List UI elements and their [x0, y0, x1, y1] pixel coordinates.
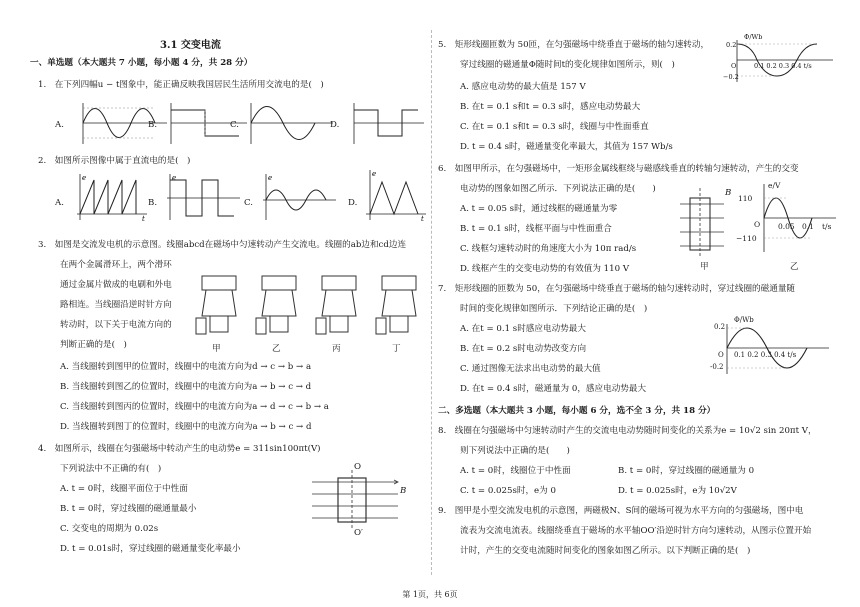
q1-option-c: C. — [230, 120, 240, 130]
q6-option-a: A. t = 0.05 s时，通过线框的磁通量为零 — [460, 204, 618, 214]
q5-graph-ticks: 0.1 0.2 0.3 0.4 t/s — [754, 62, 812, 70]
q4-stem-line2: 下列说法中不正确的有( ) — [60, 464, 162, 474]
q4-option-a: A. t = 0时，线圈平面位于中性面 — [60, 484, 188, 494]
q4-option-d: D. t = 0.01s时，穿过线圈的磁通量变化率最小 — [60, 544, 241, 554]
q3-stem-line5: 转动时，以下关于电流方向的 — [60, 320, 172, 330]
q6-option-b: B. t = 0.1 s时，线框平面与中性面重合 — [460, 224, 612, 234]
q3-generator-figures — [192, 256, 432, 356]
q6-graph-t2: 0.1 — [802, 222, 814, 231]
q3-label-jia: 甲 — [212, 344, 221, 354]
q4-label-o: O — [354, 462, 362, 472]
q7-graph-ymax: 0.2 — [714, 323, 726, 331]
page-title: 3.1 交变电流 — [160, 40, 221, 51]
q3-stem-line4: 路相连。当线圈沿逆时针方向 — [60, 300, 172, 310]
q6-graph-t1: 0.05 — [778, 222, 795, 231]
q9-stem-line2: 流表为交流电流表。线圈绕垂直于磁场的水平轴OO′沿逆时针方向匀速转动，从图示位置开始 — [460, 526, 812, 536]
q8-option-d: D. t = 0.025s时，e为 10√2V — [618, 486, 737, 496]
q6-emf-graph — [758, 182, 838, 254]
q5-graph-ymin: −0.2 — [723, 73, 739, 81]
q8-stem-line2: 则下列说法中正确的是( ) — [460, 446, 570, 456]
q2-graph-c — [258, 172, 338, 222]
q6-stem-line2: 电动势的图象如图乙所示．下列说法正确的是( ) — [460, 184, 656, 194]
q3-label-ding: 丁 — [392, 344, 401, 354]
q5-flux-graph — [723, 34, 838, 86]
q7-stem-line2: 时间的变化规律如图所示．下列结论正确的是( ) — [460, 304, 648, 314]
q6-graph-origin: O — [754, 220, 761, 229]
q7-option-a: A. 在t = 0.1 s时感应电动势最大 — [460, 324, 586, 334]
q5-graph-ylabel: Φ/Wb — [744, 33, 763, 41]
q2-graph-b — [162, 172, 242, 222]
q2-option-a: A. — [55, 198, 64, 208]
q6-graph-ymin: −110 — [736, 234, 757, 243]
q6-label-yi: 乙 — [790, 262, 799, 272]
q5-option-a: A. 感应电动势的最大值是 157 V — [460, 82, 586, 92]
svg-text:e: e — [172, 174, 177, 182]
q5-stem: 5. 矩形线圈匝数为 50匝，在匀强磁场中绕垂直于磁场的轴匀速转动， — [438, 40, 710, 50]
q5-graph-ymax: 0.2 — [726, 41, 737, 49]
q3-option-d: D. 当线圈转到图丁的位置时，线圈中的电流方向为a → b → c → d — [60, 422, 312, 432]
q6-label-jia: 甲 — [700, 262, 709, 272]
section-single-choice: 一、单选题（本大题共 7 小题，每小题 4 分，共 28 分） — [30, 58, 253, 68]
q7-stem: 7. 矩形线圈的匝数为 50，在匀强磁场中绕垂直于磁场的轴匀速转动时，穿过线圈的磁通量随 — [438, 284, 796, 294]
q1-option-d: D. — [330, 120, 340, 130]
q7-graph-ticks: 0.1 0.2 0.3 0.4 t/s — [734, 351, 797, 359]
q6-frame-figure — [678, 188, 726, 258]
q3-label-yi: 乙 — [272, 344, 281, 354]
q1-option-b: B. — [148, 120, 158, 130]
q3-stem-line1: 3. 如图是交流发电机的示意图。线圈abcd在磁场中匀速转动产生交流电。线圈的ab边和cd边连 — [38, 240, 407, 250]
q4-option-b: B. t = 0时，穿过线圈的磁通量最小 — [60, 504, 197, 514]
q7-flux-graph — [713, 318, 833, 376]
q2-option-d: D. — [348, 198, 358, 208]
q9-stem-line3: 计时，产生的交变电流随时间变化的图象如图乙所示。以下判断正确的是( ) — [460, 546, 751, 556]
svg-text:t: t — [421, 215, 424, 222]
q5-graph-origin: O — [731, 62, 737, 70]
q4-stem: 4. 如图所示，线圈在匀强磁场中转动产生的电动势e = 311sin100πt(V) — [38, 444, 321, 454]
q6-option-c: C. 线框匀速转动时的角速度大小为 10π rad/s — [460, 244, 637, 254]
q3-option-b: B. 当线圈转到图乙的位置时，线圈中的电流方向为a → b → c → d — [60, 382, 312, 392]
svg-text:t: t — [142, 215, 145, 222]
q2-graph-a — [72, 172, 150, 222]
svg-text:e: e — [268, 174, 273, 182]
q7-graph-origin: O — [718, 351, 724, 359]
svg-text:e: e — [372, 170, 377, 178]
q7-option-c: C. 通过图像无法求出电动势的最大值 — [460, 364, 601, 374]
q3-label-bing: 丙 — [332, 344, 341, 354]
q6-option-d: D. 线框产生的交变电动势的有效值为 110 V — [460, 264, 630, 274]
q4-label-b: B — [400, 486, 407, 496]
q2-option-c: C. — [244, 198, 254, 208]
section-multi-choice: 二、多选题（本大题共 3 小题，每小题 6 分，选不全 3 分，共 18 分） — [438, 406, 716, 416]
q3-option-a: A. 当线圈转到图甲的位置时，线圈中的电流方向为d → c → b → a — [60, 362, 312, 372]
q6-graph-tunit: t/s — [822, 222, 832, 231]
q2-option-b: B. — [148, 198, 158, 208]
q7-graph-ymin: -0.2 — [710, 363, 724, 371]
q5-stem-line2: 穿过线圈的磁通量Φ随时间t的变化规律如图所示，则( ) — [460, 60, 675, 70]
q8-option-c: C. t = 0.025s时，e为 0 — [460, 486, 556, 496]
q3-stem-line2: 在两个金属滑环上，两个滑环 — [60, 260, 172, 270]
q1-graph-d — [348, 100, 426, 146]
q7-option-d: D. 在t = 0.4 s时，磁通量为 0，感应电动势最大 — [460, 384, 647, 394]
q2-graph-d — [362, 168, 428, 222]
q3-stem-line6: 判断正确的是( ) — [60, 340, 127, 350]
q9-stem-line1: 9. 图甲是小型交流发电机的示意图，两磁极N、S间的磁场可视为水平方向的匀强磁场，图中电 — [438, 506, 804, 516]
q1-graph-c — [245, 100, 335, 146]
q6-graph-ymax: 110 — [738, 194, 753, 203]
q1-stem: 1. 在下列四幅u − t图象中，能正确反映我国居民生活所用交流电的是( ) — [38, 80, 324, 90]
q8-option-a: A. t = 0时，线圈位于中性面 — [460, 466, 571, 476]
q6-label-b: B — [725, 188, 732, 198]
svg-text:e: e — [82, 174, 87, 182]
q7-graph-ylabel: Φ/Wb — [734, 316, 754, 324]
q6-graph-ylabel: e/V — [768, 181, 781, 190]
q5-option-c: C. 在t = 0.1 s和t = 0.3 s时，线圈与中性面垂直 — [460, 122, 649, 132]
q3-stem-line3: 通过金属片做成的电刷和外电 — [60, 280, 172, 290]
q2-stem: 2. 如图所示图像中属于直流电的是( ) — [38, 156, 191, 166]
q4-label-o-prime: O′ — [354, 528, 363, 538]
q5-option-d: D. t = 0.4 s时，磁通量变化率最大，其值为 157 Wb/s — [460, 142, 673, 152]
q3-option-c: C. 当线圈转到图丙的位置时，线圈中的电流方向为a → d → c → b → a — [60, 402, 329, 412]
q4-option-c: C. 交变电的周期为 0.02s — [60, 524, 159, 534]
q1-option-a: A. — [55, 120, 64, 130]
page-footer: 第 1页，共 6页 — [402, 590, 458, 599]
q8-option-b: B. t = 0时，穿过线圈的磁通量为 0 — [618, 466, 755, 476]
q8-stem: 8. 线圈在匀强磁场中匀速转动时产生的交流电电动势随时间变化的关系为e = 10√2 sin 20πt V， — [438, 426, 817, 436]
q6-stem: 6. 如图甲所示，在匀强磁场中，一矩形金属线框绕与磁感线垂直的转轴匀速转动，产生的交变 — [438, 164, 799, 174]
q4-coil-figure — [308, 470, 408, 530]
q5-option-b: B. 在t = 0.1 s和t = 0.3 s时，感应电动势最大 — [460, 102, 641, 112]
q7-option-b: B. 在t = 0.2 s时电动势改变方向 — [460, 344, 587, 354]
